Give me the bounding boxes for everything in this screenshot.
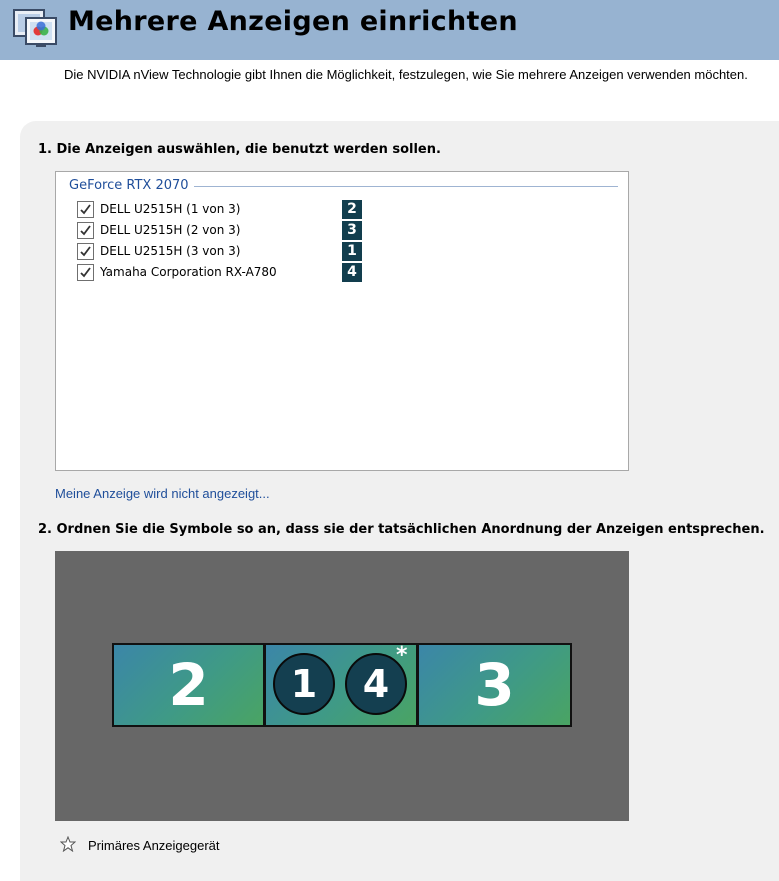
- monitor-number-circle: 1: [273, 653, 335, 715]
- display-number-badge: 4: [342, 263, 362, 282]
- display-checkbox[interactable]: [77, 222, 94, 239]
- page-title: Mehrere Anzeigen einrichten: [68, 6, 518, 37]
- primary-marker: *: [396, 643, 408, 668]
- display-arrangement-canvas[interactable]: [55, 551, 629, 821]
- header-bar: [0, 0, 779, 60]
- intro-text: Die NVIDIA nView Technologie gibt Ihnen die Möglichkeit, festzulegen, wie Sie mehrere Anzeigen verwenden möchten.: [64, 67, 748, 82]
- display-label: Yamaha Corporation RX-A780: [100, 265, 277, 279]
- display-label: DELL U2515H (3 von 3): [100, 244, 241, 258]
- display-row[interactable]: [77, 242, 377, 262]
- display-number-badge: 3: [342, 221, 362, 240]
- monitor-tile[interactable]: [112, 643, 265, 727]
- missing-display-link[interactable]: Meine Anzeige wird nicht angezeigt...: [55, 486, 270, 501]
- display-label: DELL U2515H (2 von 3): [100, 223, 241, 237]
- star-icon: [60, 836, 76, 852]
- multi-display-icon: [12, 6, 58, 50]
- monitor-tile-primary[interactable]: [264, 643, 418, 727]
- display-checkbox[interactable]: [77, 243, 94, 260]
- display-listbox[interactable]: [55, 171, 629, 471]
- monitor-number: 3: [474, 651, 515, 719]
- checkmark-icon: [79, 203, 92, 216]
- monitor-tile[interactable]: [417, 643, 572, 727]
- gpu-group-title: GeForce RTX 2070: [69, 178, 193, 193]
- display-row[interactable]: [77, 263, 377, 283]
- step2-heading: 2. Ordnen Sie die Symbole so an, dass sie der tatsächlichen Anordnung der Anzeigen entsprechen.: [38, 522, 765, 537]
- step1-heading: 1. Die Anzeigen auswählen, die benutzt werden sollen.: [38, 142, 441, 157]
- display-checkbox[interactable]: [77, 201, 94, 218]
- display-number-badge: 2: [342, 200, 362, 219]
- display-row[interactable]: [77, 221, 377, 241]
- gpu-group-divider: [194, 186, 618, 187]
- display-checkbox[interactable]: [77, 264, 94, 281]
- monitor-number-circle: 4: [345, 653, 407, 715]
- primary-display-legend: Primäres Anzeigegerät: [88, 838, 220, 853]
- display-row[interactable]: [77, 200, 377, 220]
- display-number-badge: 1: [342, 242, 362, 261]
- checkmark-icon: [79, 245, 92, 258]
- checkmark-icon: [79, 224, 92, 237]
- display-label: DELL U2515H (1 von 3): [100, 202, 241, 216]
- monitor-number: 2: [168, 651, 209, 719]
- checkmark-icon: [79, 266, 92, 279]
